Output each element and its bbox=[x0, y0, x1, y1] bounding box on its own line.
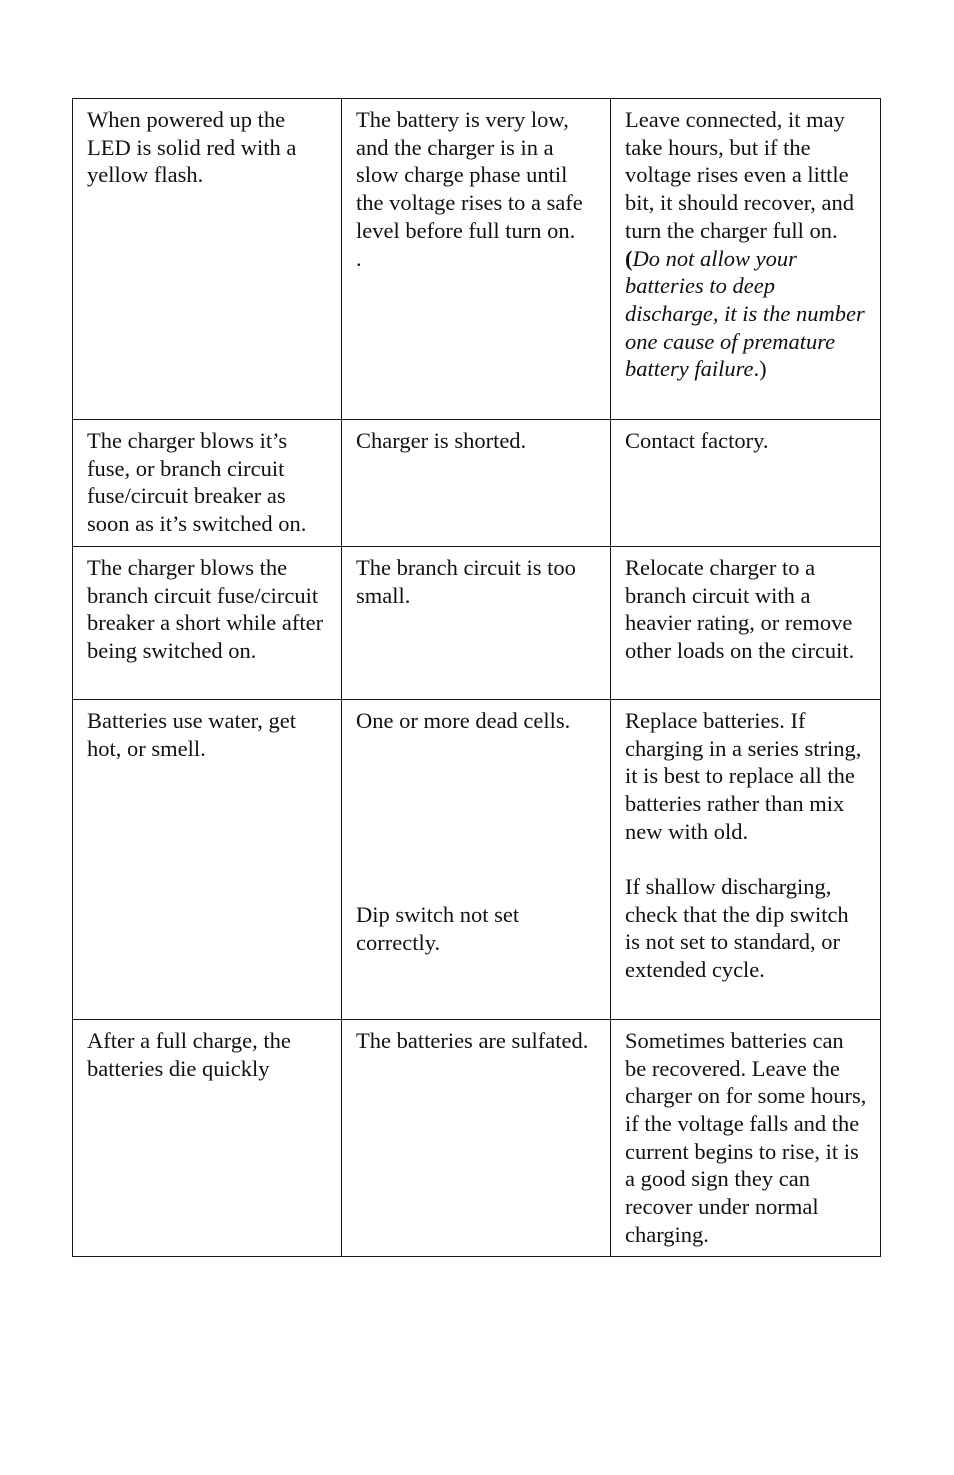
remedy-text: Sometimes batteries can be recovered. Leave the charger on for some hours, if the voltage falls and the current begins to rise, it is a good sign they can recover under normal charging. bbox=[625, 1027, 867, 1247]
troubleshooting-table bbox=[72, 98, 881, 1257]
problem-text: The charger blows it’s fuse, or branch circuit fuse/circuit breaker as soon as it’s switched on. bbox=[87, 428, 307, 537]
table-row bbox=[73, 546, 881, 699]
remedy-text: Contact factory. bbox=[625, 428, 769, 453]
problem-text: When powered up the LED is solid red with a yellow flash. bbox=[87, 107, 297, 188]
remedy-cell bbox=[611, 99, 881, 420]
remedy-text-2: If shallow discharging, check that the dip switch is not set to standard, or extended cycle. bbox=[625, 874, 849, 983]
remedy-open-paren: ( bbox=[625, 245, 633, 271]
table-row bbox=[73, 420, 881, 547]
cause-cell bbox=[342, 1019, 611, 1257]
cause-text: The batteries are sulfated. bbox=[356, 1027, 589, 1053]
remedy-cell bbox=[611, 546, 881, 699]
problem-cell bbox=[73, 1019, 342, 1257]
cause-cell bbox=[342, 420, 611, 547]
problem-text: Batteries use water, get hot, or smell. bbox=[87, 707, 297, 761]
problem-text: The charger blows the branch circuit fuse/circuit breaker a short while after being switched on. bbox=[87, 554, 324, 663]
problem-text: After a full charge, the batteries die quickly bbox=[87, 1027, 291, 1081]
table-row bbox=[73, 99, 881, 420]
cause-cell bbox=[342, 546, 611, 699]
remedy-cell bbox=[611, 699, 881, 1019]
cause-trailer: . bbox=[356, 245, 362, 271]
cause-cell bbox=[342, 699, 611, 1019]
remedy-text: Relocate charger to a branch circuit with a heavier rating, or remove other loads on the circuit. bbox=[625, 554, 855, 663]
remedy-italic-note: Do not allow your batteries to deep discharge, it is the number one cause of premature battery failure bbox=[625, 245, 865, 382]
problem-cell bbox=[73, 699, 342, 1019]
table-row bbox=[73, 1019, 881, 1257]
remedy-cell bbox=[611, 420, 881, 547]
document-page bbox=[72, 98, 880, 1257]
cause-cell bbox=[342, 99, 611, 420]
table-row bbox=[73, 699, 881, 1019]
problem-cell bbox=[73, 99, 342, 420]
remedy-close: .) bbox=[753, 356, 767, 382]
cause-text-2: Dip switch not set correctly. bbox=[356, 901, 520, 955]
problem-cell bbox=[73, 420, 342, 547]
cause-text: The battery is very low, and the charger is in a slow charge phase until the voltage rises to a safe level before full turn on. bbox=[356, 107, 583, 243]
remedy-text: Leave connected, it may take hours, but if the voltage rises even a little bit, it should recover, and turn the charger full on. bbox=[625, 107, 855, 243]
problem-cell bbox=[73, 546, 342, 699]
cause-text-1: One or more dead cells. bbox=[356, 707, 571, 733]
remedy-cell bbox=[611, 1019, 881, 1257]
cause-text: Charger is shorted. bbox=[356, 428, 527, 453]
remedy-text-1: Replace batteries. If charging in a series string, it is best to replace all the batteries rather than mix new with old. bbox=[625, 707, 862, 844]
cause-text: The branch circuit is too small. bbox=[356, 554, 576, 608]
